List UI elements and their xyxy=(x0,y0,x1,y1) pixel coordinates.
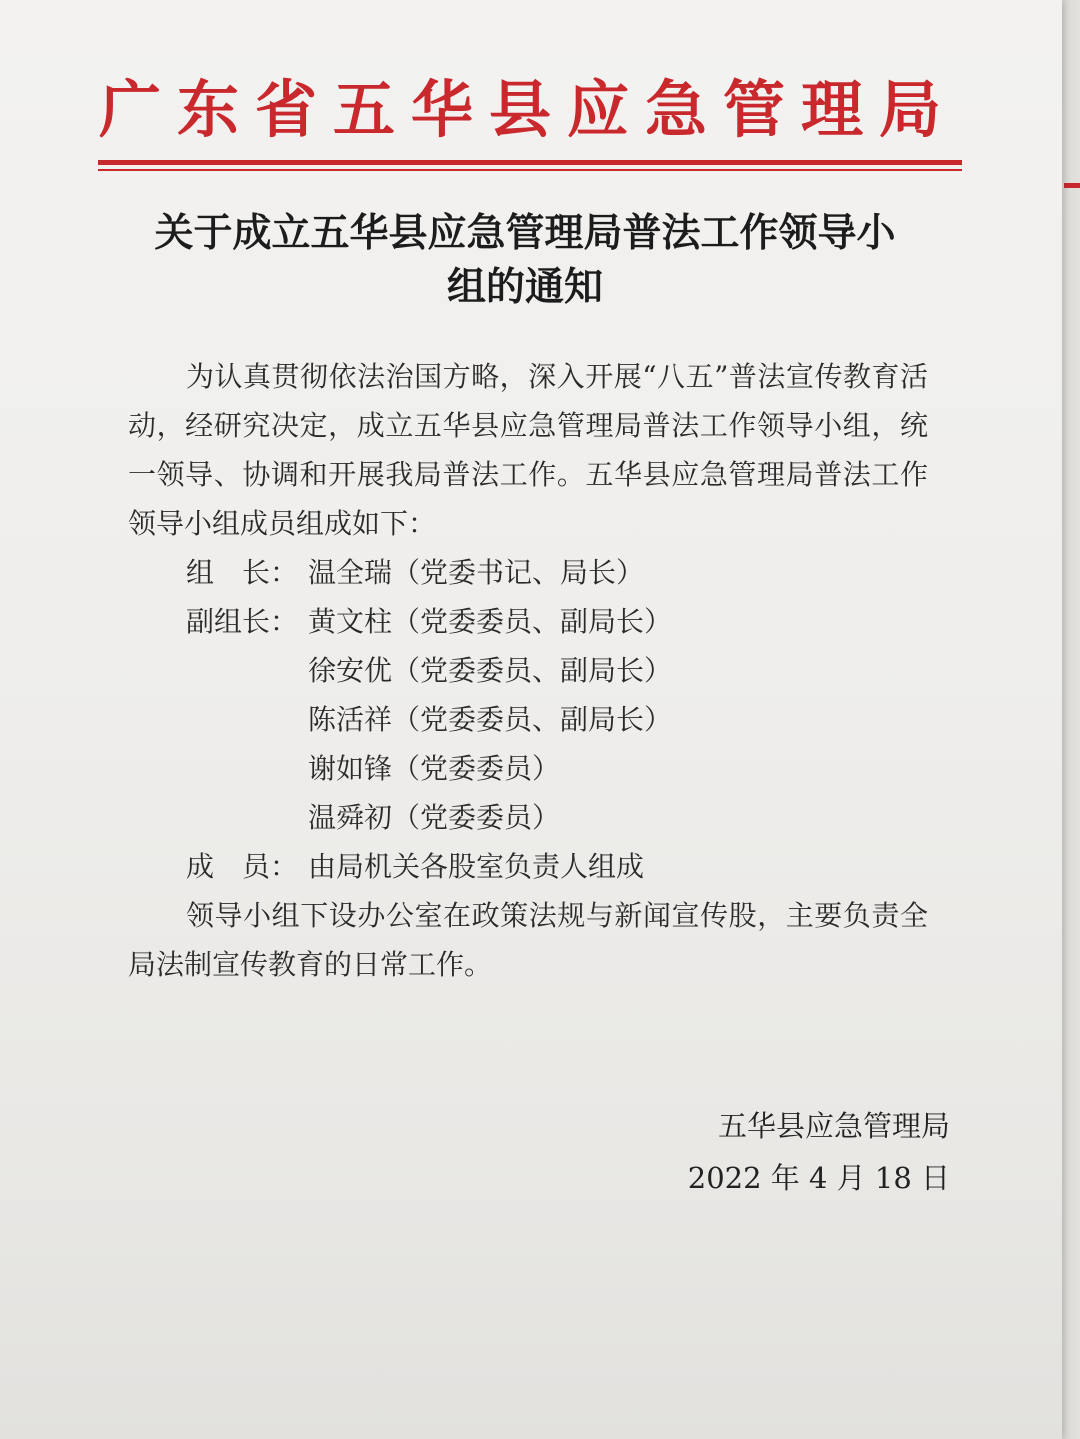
member-row xyxy=(128,842,928,891)
member-name: 陈活祥（党委委员、副局长） xyxy=(308,703,673,736)
notice-body xyxy=(128,352,928,989)
letterhead: 广东省五华县应急管理局 xyxy=(98,73,957,146)
member-role: 组 长： xyxy=(186,556,299,589)
member-row xyxy=(128,597,928,646)
office-paragraph: 领导小组下设办公室在政策法规与新闻宣传股，主要负责全局法制宣传教育的日常工作。 xyxy=(128,899,928,981)
notice-title xyxy=(110,206,940,314)
member-row xyxy=(128,793,928,842)
member-name: 温舜初（党委委员） xyxy=(308,801,561,834)
member-row xyxy=(128,646,928,695)
notice-title-line-2: 组的通知 xyxy=(446,264,603,310)
signature-org: 五华县应急管理局 xyxy=(717,1109,950,1143)
letterhead-rule-thin xyxy=(98,169,962,171)
member-name: 黄文柱（党委委员、副局长） xyxy=(308,605,673,638)
member-row xyxy=(128,548,928,597)
member-role xyxy=(128,695,308,744)
signature-block xyxy=(640,1100,950,1204)
member-row xyxy=(128,744,928,793)
member-role: 成 员： xyxy=(186,850,299,883)
member-row xyxy=(128,695,928,744)
intro-paragraph: 为认真贯彻依法治国方略，深入开展“八五”普法宣传教育活动，经研究决定，成立五华县应急管理局普法工作领导小组，统一领导、协调和开展我局普法工作。五华县应急管理局普法工作领导小组成员组成如下： xyxy=(128,360,928,540)
member-name: 徐安优（党委委员、副局长） xyxy=(308,654,673,687)
underlying-sheet-red-rule xyxy=(1064,183,1080,188)
member-role: 副组长： xyxy=(186,605,299,638)
signature-date: 2022 年 4 月 18 日 xyxy=(687,1161,950,1195)
member-role xyxy=(128,646,308,695)
letterhead-rule-thick xyxy=(98,160,962,165)
member-role xyxy=(128,744,308,793)
member-name: 由局机关各股室负责人组成 xyxy=(308,850,645,883)
member-role xyxy=(128,793,308,842)
member-name: 温全瑞（党委书记、局长） xyxy=(308,556,645,589)
member-name: 谢如锋（党委委员） xyxy=(308,752,561,785)
notice-title-line-1: 关于成立五华县应急管理局普法工作领导小 xyxy=(154,210,896,256)
